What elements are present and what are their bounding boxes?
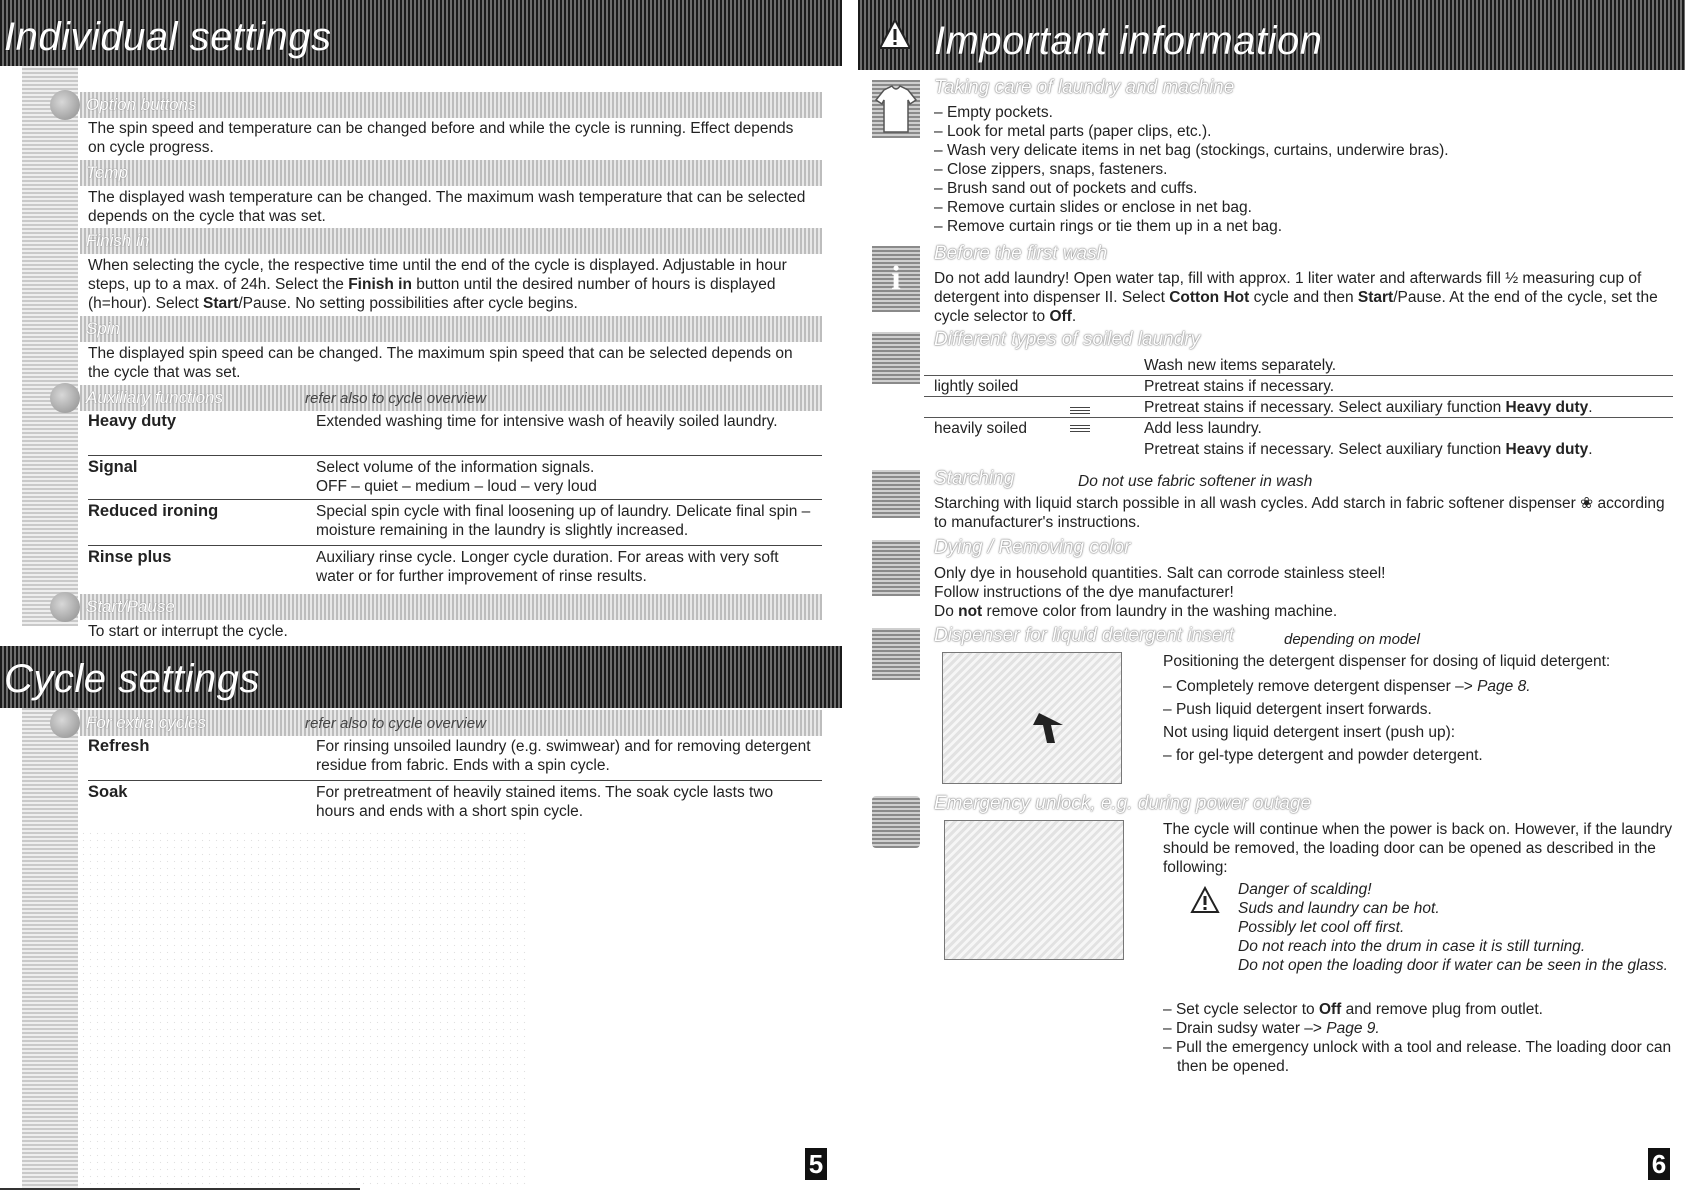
finish-in-heading: Finish in [86,231,150,250]
finish-in-text: When selecting the cycle, the respective time until the end of the cycle is displayed. Adjustable in hour steps, up to a max. of 24h. Select the Finish in button until the desired number of hours is displayed (h=hour). Select Start/Pause. No setting possibilities after cycle begins. [88,257,787,312]
starching-icon [872,470,920,518]
option-buttons-heading-bar [80,92,822,118]
starching-heading: Starching [934,468,1015,489]
starching-note: Do not use fabric softener in wash [1078,473,1313,490]
soiled-laundry-icon [872,332,920,384]
table-row: heavily soiled Add less laundry. [934,420,1262,437]
aux-row-reduced-ironing: Reduced ironing Special spin cycle with final loosening up of laundry. Delicate final spin – moisture remaining in the laundry is slightly increased. [88,502,822,546]
unlock-icon [872,796,920,848]
temp-heading: Temp [86,163,128,182]
emergency-heading: Emergency unlock, e.g. during power outage [934,793,1312,814]
soiled-table [924,355,1673,460]
list-item: – Brush sand out of pockets and cuffs. [934,179,1673,198]
starching-text: Starching with liquid starch possible in all wash cycles. Add starch in fabric softener dispenser ❀ according to manufacturer's instructions. [934,495,1665,531]
care-heading: Taking care of laundry and machine [934,77,1235,98]
aux-row-rinse-plus: Rinse plus Auxiliary rinse cycle. Longer cycle duration. For areas with very soft water or for further improvement of rinse results. [88,548,779,585]
individual-settings-title: Individual settings [4,15,332,59]
spin-text: The displayed spin speed can be changed. The maximum spin speed that can be selected depends on the cycle that was set. [88,345,793,381]
list-item: – Close zippers, snaps, fasteners. [934,160,1673,179]
warning-triangle-icon [878,18,912,50]
spin-heading-bar [80,316,822,342]
care-list [934,103,1673,236]
start-pause-text: To start or interrupt the cycle. [88,623,288,640]
list-item: – Remove curtain slides or enclose in net bag. [934,198,1673,217]
bullet-circle-icon [50,708,80,738]
cycle-settings-banner [0,646,842,708]
soiled-heading: Different types of soiled laundry [934,329,1201,350]
aux-row-heavy-duty: Heavy duty Extended washing time for intensive wash of heavily soiled laundry. [88,412,822,456]
auxiliary-heading-bar [80,385,822,411]
start-pause-heading-bar [80,594,822,620]
left-side-strip-lower [22,690,78,1190]
aux-row-signal: Signal Select volume of the information signals. OFF – quiet – medium – loud – very loud [88,458,822,500]
emergency-illustration [944,820,1124,960]
list-item: – Remove curtain rings or tie them up in a net bag. [934,217,1673,236]
option-buttons-text: The spin speed and temperature can be changed before and while the cycle is running. Effect depends on cycle progress. [88,120,794,156]
dye-icon [872,540,920,596]
important-information-banner [858,0,1685,70]
soil-level-icon [1070,425,1090,432]
table-row: Pretreat stains if necessary. Select auxiliary function Heavy duty. [1144,441,1593,458]
bottom-rule [0,1188,360,1190]
info-icon: i [872,246,920,312]
table-row: Pretreat stains if necessary. Select auxiliary function Heavy duty. [924,397,1673,418]
extra-row-soak: Soak For pretreatment of heavily stained items. The soak cycle lasts two hours and ends with a short spin cycle. [88,783,774,820]
individual-settings-banner [0,0,842,66]
option-buttons-heading: Option buttons [86,95,197,114]
emergency-intro: The cycle will continue when the power is back on. However, if the laundry should be removed, the loading door can be opened as described in the following: [1163,821,1673,876]
cycle-settings-title: Cycle settings [4,657,260,701]
left-side-strip [22,66,78,626]
start-pause-heading: Start/Pause [86,597,175,616]
first-wash-heading: Before the first wash [934,243,1108,264]
extra-cycles-ref: refer also to cycle overview [305,715,486,732]
emergency-warnings: Danger of scalding! Suds and laundry can be hot. Possibly let cool off first. Do not reach into the drum in case it is still turning. Do not open the loading door if water can be seen in the glass. [1238,881,1668,974]
auxiliary-ref: refer also to cycle overview [305,390,486,407]
dying-heading: Dying / Removing color [934,537,1131,558]
emergency-steps: – Set cycle selector to Off and remove plug from outlet. – Drain sudsy water –> Page 9. – Pull the emergency unlock with a tool and release. The loading door can then be opened. [1163,1001,1672,1075]
temp-text: The displayed wash temperature can be changed. The maximum wash temperature that can be selected depends on the cycle that was set. [88,189,806,225]
page-number-6: 6 [1648,1148,1670,1180]
warning-triangle-icon [1190,886,1220,914]
list-item: – Empty pockets. [934,103,1673,122]
first-wash-text: Do not add laundry! Open water tap, fill with approx. 1 liter water and afterwards fill ½ measuring cup of detergent into dispenser II. Select Cotton Hot cycle and then Start/Pause. At the end of the cycle, set the cycle selector to Off. [934,270,1658,325]
left-page [0,0,842,1191]
spin-heading: Spin [86,319,121,338]
extra-cycles-heading: For extra cycles [86,713,206,732]
important-information-title: Important information [934,19,1323,63]
bullet-circle-icon [50,383,80,413]
extra-row-refresh: Refresh For rinsing unsoiled laundry (e.g. swimwear) and for removing detergent residue from fabric. Ends with a spin cycle. [88,737,822,781]
list-item: – Look for metal parts (paper clips, etc.). [934,122,1673,141]
extra-cycles-heading-bar [80,710,822,736]
finish-in-heading-bar [80,228,822,254]
dispenser-icon [872,628,920,680]
blank-dotted-area [80,830,530,1186]
list-item: – Wash very delicate items in net bag (stockings, curtains, underwire bras). [934,141,1673,160]
auxiliary-heading: Auxiliary functions [86,388,224,407]
dispenser-note: depending on model [1284,631,1420,648]
page-number-5: 5 [805,1148,827,1180]
table-row: Wash new items separately. [924,355,1673,376]
bullet-circle-icon [50,592,80,622]
bullet-circle-icon [50,90,80,120]
dispenser-illustration [942,652,1122,784]
dying-text: Only dye in household quantities. Salt can corrode stainless steel! Follow instructions of the dye manufacturer! Do not remove color from laundry in the washing machine. [934,565,1386,620]
temp-heading-bar [80,160,822,186]
table-row: lightly soiled Pretreat stains if necessary. [924,376,1673,397]
dispenser-heading: Dispenser for liquid detergent insert [934,625,1234,646]
tshirt-icon [872,80,920,138]
dispenser-text: Positioning the detergent dispenser for dosing of liquid detergent: – Completely remove detergent dispenser –> Page 8. – Push liquid detergent insert forwards. Not using liquid detergent insert (push up): – for gel-type detergent and powder detergent. [1163,653,1611,764]
soil-level-icon [1070,407,1090,414]
right-page [858,0,1685,1191]
